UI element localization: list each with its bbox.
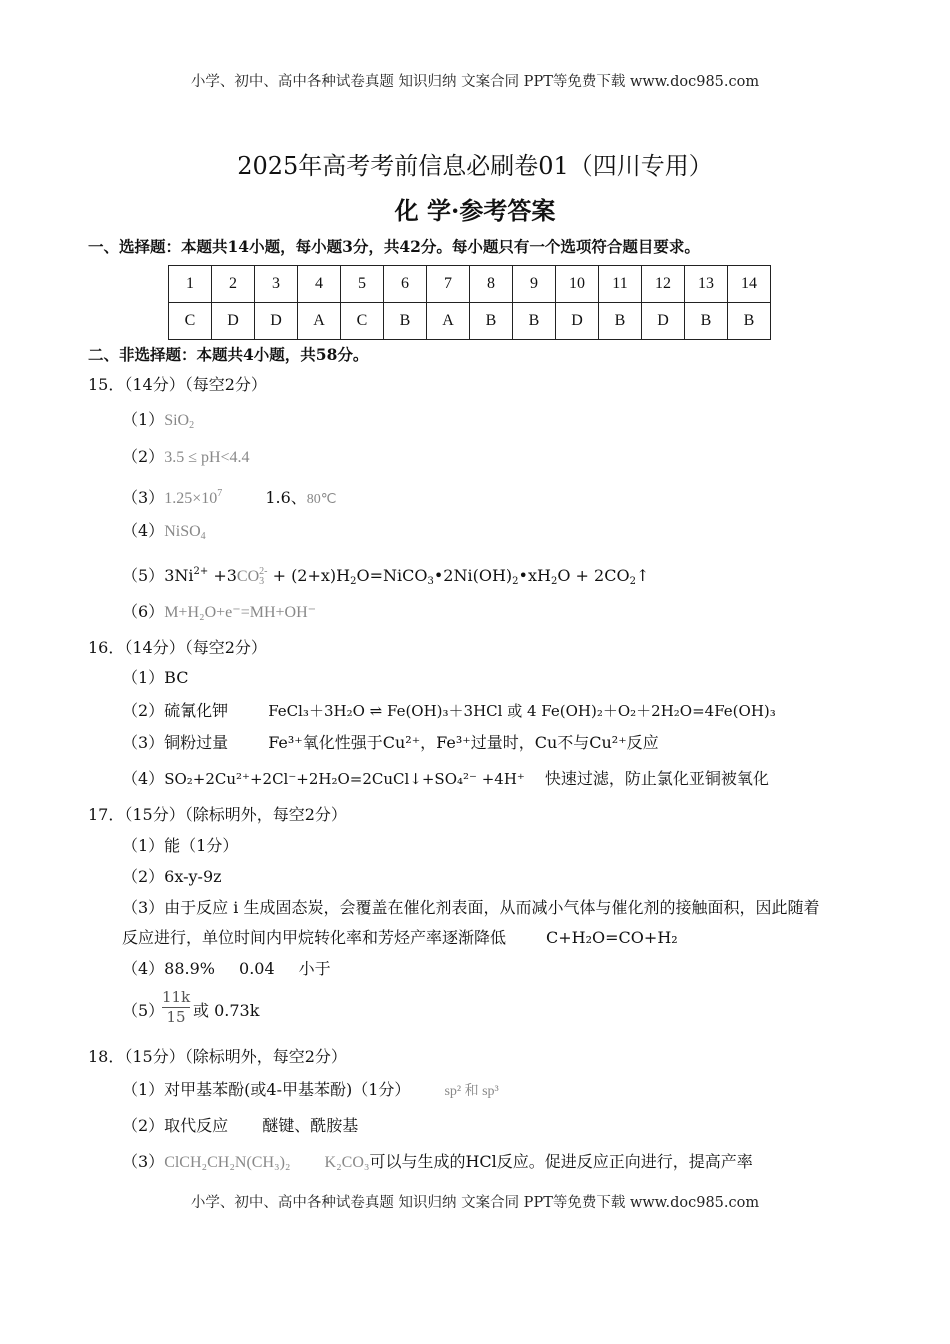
part-label: （4） bbox=[122, 521, 165, 540]
hybridization: sp² 和 sp³ bbox=[444, 1084, 499, 1099]
answer-text: Fe³⁺氧化性强于Cu²⁺，Fe³⁺过量时，Cu不与Cu²⁺反应 bbox=[268, 733, 659, 752]
answer-table-answer-cell: D bbox=[642, 303, 685, 340]
fraction bbox=[162, 988, 190, 1026]
q16-part3 bbox=[122, 733, 659, 753]
answer-text: 反应进行，单位时间内甲烷转化率和芳烃产率逐渐降低 bbox=[122, 928, 507, 947]
q15-part4 bbox=[122, 521, 206, 547]
answer-text: 小于 bbox=[298, 959, 331, 978]
answer-table-answer-cell: B bbox=[513, 303, 556, 340]
answer-table-answer-cell: C bbox=[169, 303, 212, 340]
answer-table-answer-cell: D bbox=[556, 303, 599, 340]
answer-table-number-cell: 14 bbox=[728, 266, 771, 303]
q18-part3 bbox=[122, 1152, 753, 1173]
answer-text: 快速过滤，防止氯化亚铜被氧化 bbox=[544, 769, 769, 788]
part-label: （6） bbox=[122, 602, 165, 621]
q15-part3 bbox=[122, 484, 337, 510]
answer-table-answer-cell: C bbox=[341, 303, 384, 340]
constant-value: $1.25\times 10^7$ bbox=[164, 488, 223, 507]
answer-table-answer-row bbox=[169, 303, 771, 340]
answer-table-answer-cell: B bbox=[599, 303, 642, 340]
q17-part1: （1）能（1分） bbox=[122, 836, 239, 855]
q16-heading: 16．（14分）（每空2分） bbox=[88, 638, 267, 657]
answer-table-number-cell: 8 bbox=[470, 266, 513, 303]
q17-part5-rest: 或 0.73k bbox=[193, 1001, 260, 1020]
part-label: （2）硫氰化钾 bbox=[122, 701, 229, 720]
ph-range: 3.5 ≤ pH<4.4 bbox=[164, 449, 250, 466]
answer-text: （4）88.9% bbox=[122, 959, 216, 978]
part-label: （3）铜粉过量 bbox=[122, 733, 229, 752]
answer-table-number-row bbox=[169, 266, 771, 303]
fraction-denominator: 15 bbox=[162, 1007, 190, 1026]
q16-part1: （1）BC bbox=[122, 668, 189, 687]
formula: SiO$_2$ bbox=[164, 412, 195, 431]
answer-table-number-cell: 4 bbox=[298, 266, 341, 303]
q16-part4 bbox=[122, 769, 769, 789]
electrode-equation: M+H₂O+e⁻=MH+OH⁻ bbox=[164, 604, 317, 621]
part-label: （2）取代反应 bbox=[122, 1116, 229, 1135]
q17-heading: 17．（15分）（除标明外，每空2分） bbox=[88, 805, 347, 824]
answer-table-number-cell: 9 bbox=[513, 266, 556, 303]
part-label: （2） bbox=[122, 447, 165, 466]
part-label: （3） bbox=[122, 1152, 165, 1171]
q15-part1 bbox=[122, 410, 194, 436]
answer-table-answer-cell: B bbox=[685, 303, 728, 340]
answer-table-answer-cell: D bbox=[255, 303, 298, 340]
answer-text: （1）对甲基苯酚(或4-甲基苯酚)（1分） bbox=[122, 1080, 411, 1099]
answer-table-number-cell: 5 bbox=[341, 266, 384, 303]
eq-text: •xH bbox=[518, 566, 551, 585]
answer-table-number-cell: 3 bbox=[255, 266, 298, 303]
answer-table-answer-cell: A bbox=[298, 303, 341, 340]
answer-table-number-cell: 2 bbox=[212, 266, 255, 303]
q18-part1 bbox=[122, 1080, 499, 1102]
answer-text: 0.04 bbox=[239, 959, 275, 978]
answer-table-number-cell: 13 bbox=[685, 266, 728, 303]
q17-part2: （2）6x-y-9z bbox=[122, 867, 222, 886]
answer-table-answer-cell: A bbox=[427, 303, 470, 340]
page-subtitle: 化 学·参考答案 bbox=[394, 196, 556, 225]
answer-table-number-cell: 6 bbox=[384, 266, 427, 303]
carbonate: $CO_3^{2-}$ bbox=[236, 566, 268, 587]
q15-part6 bbox=[122, 602, 316, 623]
formula: ClCH₂CH₂N(CH₃)₂ bbox=[164, 1154, 291, 1171]
answer-table-number-cell: 1 bbox=[169, 266, 212, 303]
fraction-numerator: 11k bbox=[162, 988, 191, 1006]
q17-part3-line1: （3）由于反应 i 生成固态炭，会覆盖在催化剂表面，从而减小气体与催化剂的接触面积，因此随着 bbox=[122, 898, 820, 917]
eq-text: + (2+x)H bbox=[267, 566, 351, 585]
section2-heading: 二、非选择题：本题共4小题，共58分。 bbox=[88, 345, 369, 364]
part-label: （4） bbox=[122, 769, 165, 788]
formula: K₂CO₃ bbox=[324, 1154, 370, 1171]
q15-heading: 15．（14分）（每空2分） bbox=[88, 375, 267, 394]
q15-part5: $(5)3Ni^{2+} +3CO_3^{2-}$ + $(2+x)H_2O=NiCO_3•2Ni(OH)_2•xH_2O$ + $2CO_2↑$ bbox=[122, 566, 650, 587]
answer-table-answer-cell: D bbox=[212, 303, 255, 340]
answer-table-answer-cell: B bbox=[470, 303, 513, 340]
eq-text: O + 2CO bbox=[557, 566, 630, 585]
footer-banner: 小学、初中、高中各种试卷真题 知识归纳 文案合同 PPT等免费下载 www.doc985.com bbox=[190, 1195, 760, 1211]
section1-heading: 一、选择题：本题共14小题，每小题3分，共42分。每小题只有一个选项符合题目要求。 bbox=[88, 237, 700, 256]
answer-table-answer-cell: B bbox=[728, 303, 771, 340]
q15-part2 bbox=[122, 447, 250, 468]
answer-text: 醚键、酰胺基 bbox=[262, 1116, 359, 1135]
eq-text: +3 bbox=[208, 566, 237, 585]
answer-text: 1.6、 bbox=[265, 488, 307, 507]
equation: C+H₂O=CO+H₂ bbox=[546, 928, 678, 947]
part-label: （3） bbox=[122, 488, 165, 507]
q16-part2 bbox=[122, 701, 776, 721]
q17-part3-line2 bbox=[122, 928, 678, 948]
eq-text: ↑ bbox=[635, 566, 650, 585]
page-title: 2025年高考考前信息必刷卷01（四川专用） bbox=[237, 152, 713, 180]
header-banner: 小学、初中、高中各种试卷真题 知识归纳 文案合同 PPT等免费下载 www.doc985.com bbox=[190, 74, 760, 90]
equation: SO₂+2Cu²⁺+2Cl⁻+2H₂O=2CuCl↓+SO₄²⁻ +4H⁺ bbox=[164, 770, 525, 788]
part-label: （1） bbox=[122, 410, 165, 429]
equation: FeCl₃＋3H₂O ⇌ Fe(OH)₃＋3HCl 或 4 Fe(OH)₂＋O₂＋2H₂O=4Fe(OH)₃ bbox=[268, 702, 776, 720]
q17-part5-label: （5） bbox=[122, 1001, 165, 1020]
q18-part2 bbox=[122, 1116, 358, 1136]
eq-text: •2Ni(OH) bbox=[433, 566, 513, 585]
answer-table-number-cell: 11 bbox=[599, 266, 642, 303]
answer-table-answer-cell: B bbox=[384, 303, 427, 340]
answer-text: 可以与生成的HCl反应。促进反应正向进行，提高产率 bbox=[369, 1152, 753, 1171]
q18-heading: 18．（15分）（除标明外，每空2分） bbox=[88, 1047, 347, 1066]
q17-part4 bbox=[122, 959, 331, 979]
eq-text: O=NiCO bbox=[356, 566, 428, 585]
answer-table-number-cell: 12 bbox=[642, 266, 685, 303]
formula: NiSO$_4$ bbox=[164, 523, 206, 542]
temperature: 80℃ bbox=[306, 492, 337, 507]
eq-text: 3Ni bbox=[164, 566, 194, 585]
answer-table bbox=[168, 265, 771, 340]
answer-table-number-cell: 10 bbox=[556, 266, 599, 303]
part-label: （5） bbox=[122, 566, 165, 585]
answer-table-number-cell: 7 bbox=[427, 266, 470, 303]
